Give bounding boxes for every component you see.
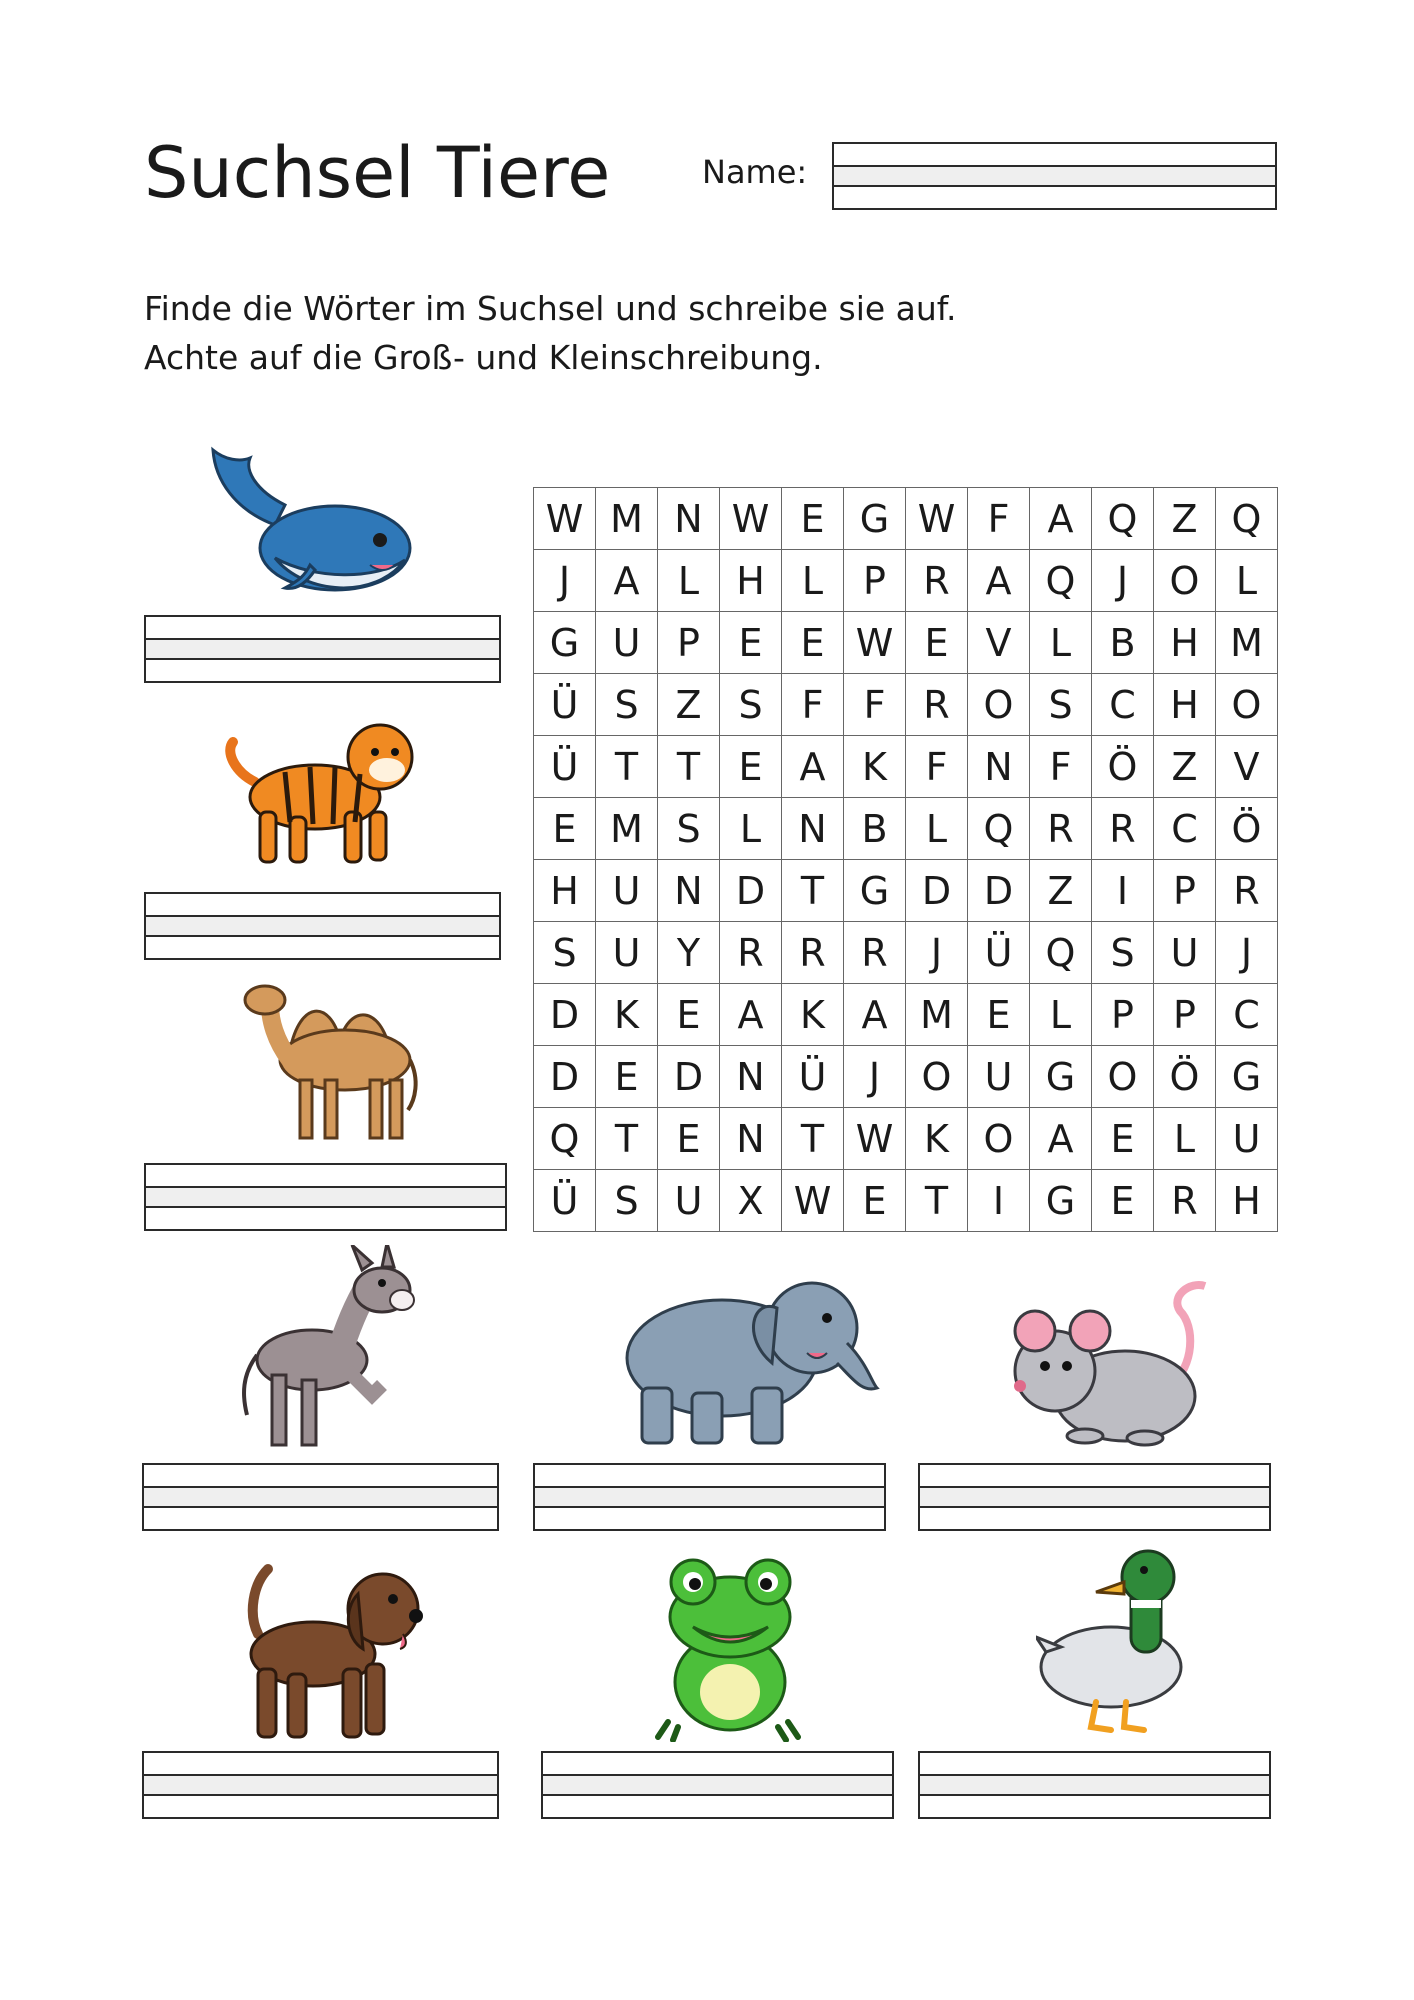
word-search-grid (533, 487, 1278, 1232)
whale-icon (205, 430, 425, 600)
grid-cell[interactable]: A (782, 736, 844, 798)
grid-cell[interactable]: S (658, 798, 720, 860)
grid-cell[interactable]: K (782, 984, 844, 1046)
grid-cell[interactable]: H (1154, 674, 1216, 736)
grid-cell[interactable]: R (1154, 1170, 1216, 1232)
grid-cell[interactable]: C (1216, 984, 1278, 1046)
mouse-icon (995, 1276, 1230, 1451)
grid-cell[interactable]: V (968, 612, 1030, 674)
grid-cell[interactable]: O (1216, 674, 1278, 736)
grid-cell[interactable]: L (1216, 550, 1278, 612)
grid-cell[interactable]: U (658, 1170, 720, 1232)
grid-cell[interactable]: I (968, 1170, 1030, 1232)
camel-icon (230, 980, 425, 1145)
grid-cell[interactable]: D (720, 860, 782, 922)
grid-cell[interactable]: G (1030, 1046, 1092, 1108)
grid-cell[interactable]: R (906, 674, 968, 736)
grid-cell[interactable]: B (1092, 612, 1154, 674)
grid-cell[interactable]: L (782, 550, 844, 612)
grid-cell[interactable]: C (1092, 674, 1154, 736)
grid-cell[interactable]: E (906, 612, 968, 674)
grid-cell[interactable]: U (596, 860, 658, 922)
grid-cell[interactable]: W (844, 1108, 906, 1170)
grid-cell[interactable]: D (906, 860, 968, 922)
grid-cell[interactable]: A (1030, 1108, 1092, 1170)
grid-cell[interactable]: E (534, 798, 596, 860)
grid-cell[interactable]: E (720, 736, 782, 798)
instruction-line-2: Achte auf die Groß- und Kleinschreibung. (144, 338, 823, 377)
grid-cell[interactable]: T (906, 1170, 968, 1232)
grid-cell[interactable]: M (1216, 612, 1278, 674)
grid-cell[interactable]: P (844, 550, 906, 612)
grid-cell[interactable]: J (1216, 922, 1278, 984)
grid-cell[interactable]: X (720, 1170, 782, 1232)
grid-cell[interactable]: A (720, 984, 782, 1046)
elephant-icon (612, 1268, 887, 1451)
grid-cell[interactable]: F (1030, 736, 1092, 798)
grid-cell[interactable]: Ö (1092, 736, 1154, 798)
grid-cell[interactable]: H (1154, 612, 1216, 674)
grid-cell[interactable]: T (782, 1108, 844, 1170)
grid-cell[interactable]: Ü (534, 674, 596, 736)
grid-cell[interactable]: K (596, 984, 658, 1046)
grid-cell[interactable]: D (968, 860, 1030, 922)
grid-cell[interactable]: F (844, 674, 906, 736)
donkey-icon (232, 1245, 417, 1455)
grid-cell[interactable]: Ü (968, 922, 1030, 984)
grid-cell[interactable]: R (782, 922, 844, 984)
grid-cell[interactable]: T (782, 860, 844, 922)
grid-cell[interactable]: P (1154, 860, 1216, 922)
grid-cell[interactable]: A (844, 984, 906, 1046)
grid-cell[interactable]: E (658, 984, 720, 1046)
answer-line-mouse[interactable] (918, 1463, 1271, 1531)
grid-cell[interactable]: K (906, 1108, 968, 1170)
grid-cell[interactable]: V (1216, 736, 1278, 798)
grid-cell[interactable]: N (782, 798, 844, 860)
grid-cell[interactable]: S (534, 922, 596, 984)
grid-cell[interactable]: H (1216, 1170, 1278, 1232)
grid-cell[interactable]: O (968, 1108, 1030, 1170)
grid-cell[interactable]: E (844, 1170, 906, 1232)
grid-cell[interactable]: D (534, 984, 596, 1046)
dog-icon (228, 1554, 428, 1744)
tiger-icon (215, 712, 430, 872)
grid-cell[interactable]: R (844, 922, 906, 984)
grid-cell[interactable]: S (1030, 674, 1092, 736)
grid-cell[interactable]: G (1030, 1170, 1092, 1232)
answer-line-tiger[interactable] (144, 892, 501, 960)
grid-cell[interactable]: Ö (1216, 798, 1278, 860)
grid-cell[interactable]: A (596, 550, 658, 612)
grid-cell[interactable]: O (1092, 1046, 1154, 1108)
grid-cell[interactable]: Q (1030, 922, 1092, 984)
grid-cell[interactable]: E (782, 612, 844, 674)
grid-cell[interactable]: R (906, 550, 968, 612)
grid-cell[interactable]: N (658, 488, 720, 550)
grid-cell[interactable]: M (906, 984, 968, 1046)
grid-cell[interactable]: J (1092, 550, 1154, 612)
grid-cell[interactable]: N (658, 860, 720, 922)
grid-cell[interactable]: Q (534, 1108, 596, 1170)
grid-cell[interactable]: H (534, 860, 596, 922)
grid-cell[interactable]: G (534, 612, 596, 674)
grid-cell[interactable]: U (596, 612, 658, 674)
grid-cell[interactable]: B (844, 798, 906, 860)
grid-cell[interactable]: Q (1092, 488, 1154, 550)
grid-cell[interactable]: H (720, 550, 782, 612)
grid-cell[interactable]: L (720, 798, 782, 860)
grid-cell[interactable]: E (1092, 1108, 1154, 1170)
grid-cell[interactable]: R (720, 922, 782, 984)
grid-cell[interactable]: Z (1030, 860, 1092, 922)
grid-cell[interactable]: E (968, 984, 1030, 1046)
grid-cell[interactable]: C (1154, 798, 1216, 860)
instructions (144, 284, 957, 382)
grid-cell[interactable]: D (658, 1046, 720, 1108)
frog-icon (648, 1552, 813, 1742)
grid-cell[interactable]: T (658, 736, 720, 798)
grid-cell[interactable]: N (720, 1108, 782, 1170)
grid-cell[interactable]: O (1154, 550, 1216, 612)
grid-cell[interactable]: E (720, 612, 782, 674)
grid-cell[interactable]: U (596, 922, 658, 984)
grid-cell[interactable]: G (844, 860, 906, 922)
grid-cell[interactable]: G (1216, 1046, 1278, 1108)
grid-cell[interactable]: P (1092, 984, 1154, 1046)
grid-cell[interactable]: D (534, 1046, 596, 1108)
grid-cell[interactable]: M (596, 488, 658, 550)
answer-line-whale[interactable] (144, 615, 501, 683)
grid-cell[interactable]: W (906, 488, 968, 550)
grid-cell[interactable]: N (720, 1046, 782, 1108)
grid-cell[interactable]: Z (1154, 736, 1216, 798)
duck-icon (1036, 1542, 1196, 1738)
grid-cell[interactable]: Q (1216, 488, 1278, 550)
answer-line-elephant[interactable] (533, 1463, 886, 1531)
answer-line-dog[interactable] (142, 1751, 499, 1819)
instruction-line-1: Finde die Wörter im Suchsel und schreibe sie auf. (144, 289, 957, 328)
grid-cell[interactable]: Ö (1154, 1046, 1216, 1108)
grid-cell[interactable]: O (906, 1046, 968, 1108)
grid-cell[interactable]: L (1154, 1108, 1216, 1170)
grid-cell[interactable]: L (1030, 612, 1092, 674)
grid-cell[interactable]: J (844, 1046, 906, 1108)
grid-cell[interactable]: L (906, 798, 968, 860)
grid-cell[interactable]: L (658, 550, 720, 612)
grid-cell[interactable]: Ü (534, 1170, 596, 1232)
grid-cell[interactable]: J (906, 922, 968, 984)
grid-cell[interactable]: R (1092, 798, 1154, 860)
answer-line-camel[interactable] (144, 1163, 507, 1231)
answer-line-donkey[interactable] (142, 1463, 499, 1531)
grid-cell[interactable]: E (1092, 1170, 1154, 1232)
grid-cell[interactable]: F (782, 674, 844, 736)
grid-cell[interactable]: T (596, 736, 658, 798)
name-label: Name: (702, 153, 808, 191)
grid-cell[interactable]: F (968, 488, 1030, 550)
grid-cell[interactable]: G (844, 488, 906, 550)
grid-cell[interactable]: R (1216, 860, 1278, 922)
grid-cell[interactable]: P (1154, 984, 1216, 1046)
answer-line-duck[interactable] (918, 1751, 1271, 1819)
grid-cell[interactable]: I (1092, 860, 1154, 922)
grid-cell[interactable]: F (906, 736, 968, 798)
grid-cell[interactable]: A (1030, 488, 1092, 550)
grid-cell[interactable]: Ü (782, 1046, 844, 1108)
grid-cell[interactable]: S (1092, 922, 1154, 984)
grid-cell[interactable]: P (658, 612, 720, 674)
grid-cell[interactable]: Q (1030, 550, 1092, 612)
page-title: Suchsel Tiere (144, 132, 611, 214)
grid-cell[interactable]: U (968, 1046, 1030, 1108)
grid-cell[interactable]: E (782, 488, 844, 550)
grid-cell[interactable]: K (844, 736, 906, 798)
grid-cell[interactable]: N (968, 736, 1030, 798)
grid-cell[interactable]: Ü (534, 736, 596, 798)
name-field[interactable] (832, 142, 1277, 210)
grid-cell[interactable]: W (534, 488, 596, 550)
grid-cell[interactable]: R (1030, 798, 1092, 860)
grid-cell[interactable]: J (534, 550, 596, 612)
grid-cell[interactable]: Y (658, 922, 720, 984)
grid-cell[interactable]: W (782, 1170, 844, 1232)
grid-cell[interactable]: W (844, 612, 906, 674)
grid-cell[interactable]: S (720, 674, 782, 736)
grid-cell[interactable]: Z (658, 674, 720, 736)
grid-cell[interactable]: U (1154, 922, 1216, 984)
grid-cell[interactable]: S (596, 674, 658, 736)
grid-cell[interactable]: W (720, 488, 782, 550)
grid-cell[interactable]: O (968, 674, 1030, 736)
grid-cell[interactable]: Q (968, 798, 1030, 860)
grid-cell[interactable]: Z (1154, 488, 1216, 550)
grid-cell[interactable]: L (1030, 984, 1092, 1046)
grid-cell[interactable]: E (658, 1108, 720, 1170)
grid-cell[interactable]: A (968, 550, 1030, 612)
answer-line-frog[interactable] (541, 1751, 894, 1819)
grid-cell[interactable]: E (596, 1046, 658, 1108)
grid-cell[interactable]: T (596, 1108, 658, 1170)
grid-cell[interactable]: U (1216, 1108, 1278, 1170)
grid-cell[interactable]: M (596, 798, 658, 860)
grid-cell[interactable]: S (596, 1170, 658, 1232)
